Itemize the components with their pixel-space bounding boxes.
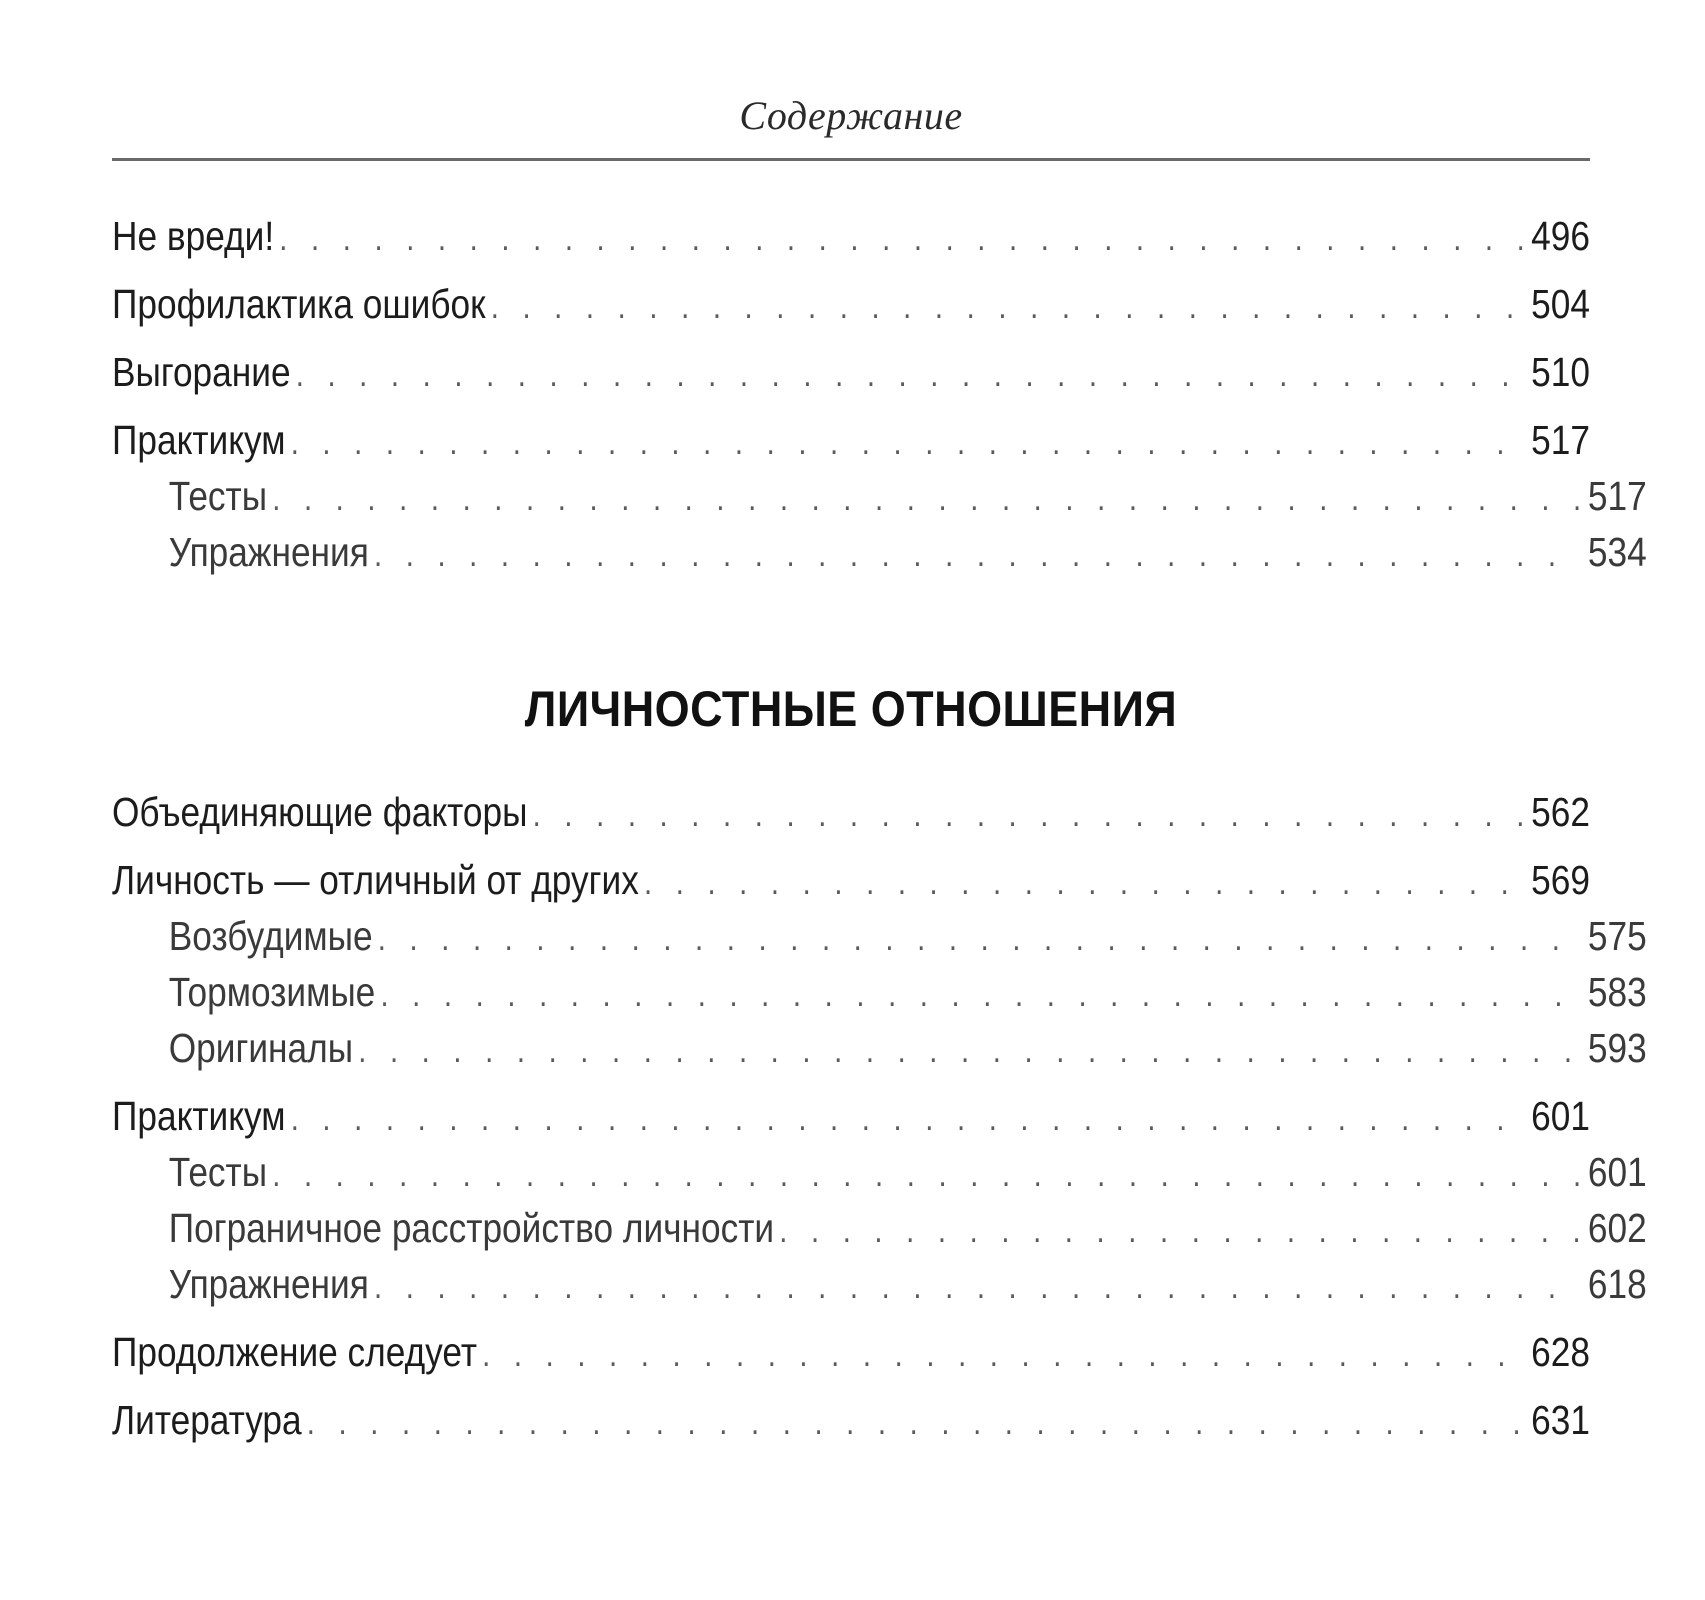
toc-entry-page: 602 [1587, 1205, 1647, 1251]
toc-entry-page: 583 [1587, 969, 1647, 1015]
toc-list-part1 [112, 208, 1647, 580]
toc-entry-page: 510 [1531, 349, 1590, 395]
toc-entry-title: Возбудимые [168, 913, 373, 959]
toc-entry-page: 628 [1531, 1329, 1590, 1375]
dot-leader [378, 911, 1582, 967]
dot-leader [272, 471, 1581, 527]
toc-entry-title: Профилактика ошибок [112, 281, 486, 327]
toc-entry-title: Объединяющие факторы [112, 789, 528, 835]
toc-entry [112, 276, 1590, 332]
toc-entry-title: Упражнения [168, 529, 369, 575]
toc-entry-page: 601 [1587, 1149, 1647, 1195]
toc-entry-page: 601 [1531, 1093, 1590, 1139]
toc-entry [112, 1020, 1647, 1076]
toc-entry [112, 208, 1590, 264]
dot-leader [296, 347, 1525, 403]
dot-leader [358, 1023, 1581, 1079]
toc-entry-page: 517 [1587, 473, 1647, 519]
toc-entry-page: 504 [1531, 281, 1590, 327]
toc-entry-title: Личность — отличный от других [112, 857, 639, 903]
toc-entry-title: Литература [112, 1397, 302, 1443]
toc-entry-title: Упражнения [168, 1261, 369, 1307]
toc-entry [112, 908, 1647, 964]
toc-entry-title: Пограничное расстройство личности [168, 1205, 775, 1251]
dot-leader [291, 1091, 1525, 1147]
toc-entry-page: 618 [1587, 1261, 1647, 1307]
toc-entry-title: Тесты [168, 1149, 268, 1195]
toc-entry-title: Не вреди! [112, 213, 275, 259]
toc-entry-page: 517 [1531, 417, 1590, 463]
toc-entry-page: 534 [1587, 529, 1647, 575]
toc-entry-title: Тормозимые [168, 969, 376, 1015]
toc-entry-title: Тесты [168, 473, 268, 519]
toc-entry-page: 569 [1531, 857, 1590, 903]
toc-entry [112, 412, 1590, 468]
dot-leader [374, 527, 1581, 583]
dot-leader [374, 1259, 1581, 1315]
toc-entry-page: 575 [1587, 913, 1647, 959]
toc-entry [112, 1392, 1590, 1448]
dot-leader [491, 279, 1525, 335]
toc-entry-title: Практикум [112, 417, 286, 463]
toc-entry-page: 496 [1531, 213, 1590, 259]
section-heading: ЛИЧНОСТНЫЕ ОТНОШЕНИЯ [524, 681, 1178, 737]
toc-page [112, 0, 1647, 1600]
dot-leader [279, 211, 1524, 267]
toc-entry [112, 524, 1647, 580]
toc-entry-title: Оригиналы [168, 1025, 354, 1071]
toc-entry-title: Практикум [112, 1093, 286, 1139]
toc-entry-page: 562 [1531, 789, 1590, 835]
toc-entry [112, 1144, 1647, 1200]
dot-leader [533, 787, 1525, 843]
dot-leader [644, 855, 1525, 911]
toc-entry-title: Выгорание [112, 349, 291, 395]
toc-entry [112, 1088, 1590, 1144]
toc-entry [112, 964, 1647, 1020]
dot-leader [482, 1327, 1524, 1383]
running-head: Содержание [739, 93, 963, 138]
toc-entry [112, 1200, 1647, 1256]
toc-list-part2 [112, 784, 1647, 1448]
toc-entry-page: 631 [1531, 1397, 1590, 1443]
dot-leader [779, 1203, 1581, 1259]
toc-entry [112, 852, 1590, 908]
dot-leader [380, 967, 1581, 1023]
dot-leader [291, 415, 1525, 471]
header-rule [112, 158, 1590, 161]
toc-entry-page: 593 [1587, 1025, 1647, 1071]
dot-leader [307, 1395, 1525, 1451]
toc-entry [112, 784, 1590, 840]
toc-entry [112, 344, 1590, 400]
toc-entry [112, 1256, 1647, 1312]
toc-entry [112, 468, 1647, 524]
toc-entry [112, 1324, 1590, 1380]
dot-leader [272, 1147, 1581, 1203]
toc-entry-title: Продолжение следует [112, 1329, 477, 1375]
